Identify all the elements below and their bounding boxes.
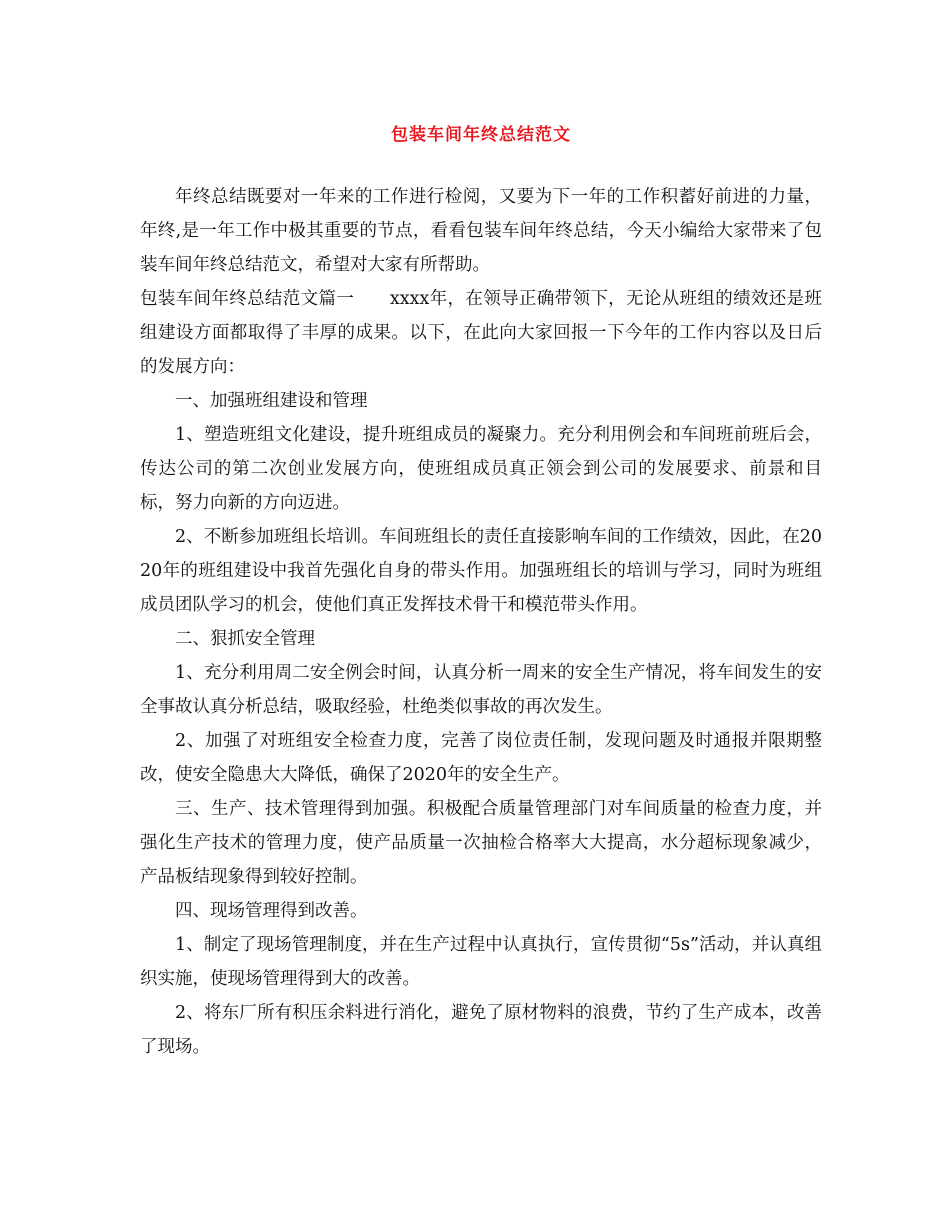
- section-heading-team-building: 一、加强班组建设和管理: [175, 391, 368, 411]
- paragraph-site-rules: 1、制定了现场管理制度，并在生产过程中认真执行，宣传贯彻“5s”活动，并认真组织实施，使现场管理得到大的改善。: [140, 935, 822, 989]
- document-body: [140, 180, 822, 1064]
- section-production-technology: 三、生产、技术管理得到加强。积极配合质量管理部门对车间质量的检查力度，并强化生产技术的管理力度，使产品质量一次抽检合格率大大提高，水分超标现象减少，产品板结现象得到较好控制。: [140, 799, 822, 887]
- paragraph-safety-inspection: 2、加强了对班组安全检查力度，完善了岗位责任制，发现问题及时通报并限期整改，使安全隐患大大降低，确保了2020年的安全生产。: [140, 731, 822, 785]
- section-heading-site-management: 四、现场管理得到改善。: [175, 901, 368, 921]
- document-title: 包装车间年终总结范文: [391, 125, 571, 145]
- paragraph-safety-meeting: 1、充分利用周二安全例会时间，认真分析一周来的安全生产情况，将车间发生的安全事故认真分析总结，吸取经验，杜绝类似事故的再次发生。: [140, 663, 822, 717]
- paragraph-article-one-opening: 包装车间年终总结范文篇一 xxxx年，在领导正确带领下，无论从班组的绩效还是班组建设方面都取得了丰厚的成果。以下，在此向大家回报一下今年的工作内容以及日后的发展方向：: [140, 289, 822, 377]
- paragraph-leader-training: 2、不断参加班组长培训。车间班组长的责任直接影响车间的工作绩效，因此，在2020年的班组建设中我首先强化自身的带头作用。加强班组长的培训与学习，同时为班组成员团队学习的机会，使他们真正发挥技术骨干和模范带头作用。: [140, 527, 822, 615]
- paragraph-team-culture: 1、塑造班组文化建设，提升班组成员的凝聚力。充分利用例会和车间班前班后会，传达公司的第二次创业发展方向，使班组成员真正领会到公司的发展要求、前景和目标，努力向新的方向迈进。: [140, 425, 822, 513]
- paragraph-surplus-materials: 2、将东厂所有积压余料进行消化，避免了原材物料的浪费，节约了生产成本，改善了现场。: [140, 1003, 822, 1057]
- paragraph-intro: 年终总结既要对一年来的工作进行检阅，又要为下一年的工作积蓄好前进的力量，年终,是一年工作中极其重要的节点，看看包装车间年终总结，今天小编给大家带来了包装车间年终总结范文，希望对大家有所帮助。: [140, 187, 822, 275]
- section-heading-safety: 二、狠抓安全管理: [175, 629, 315, 649]
